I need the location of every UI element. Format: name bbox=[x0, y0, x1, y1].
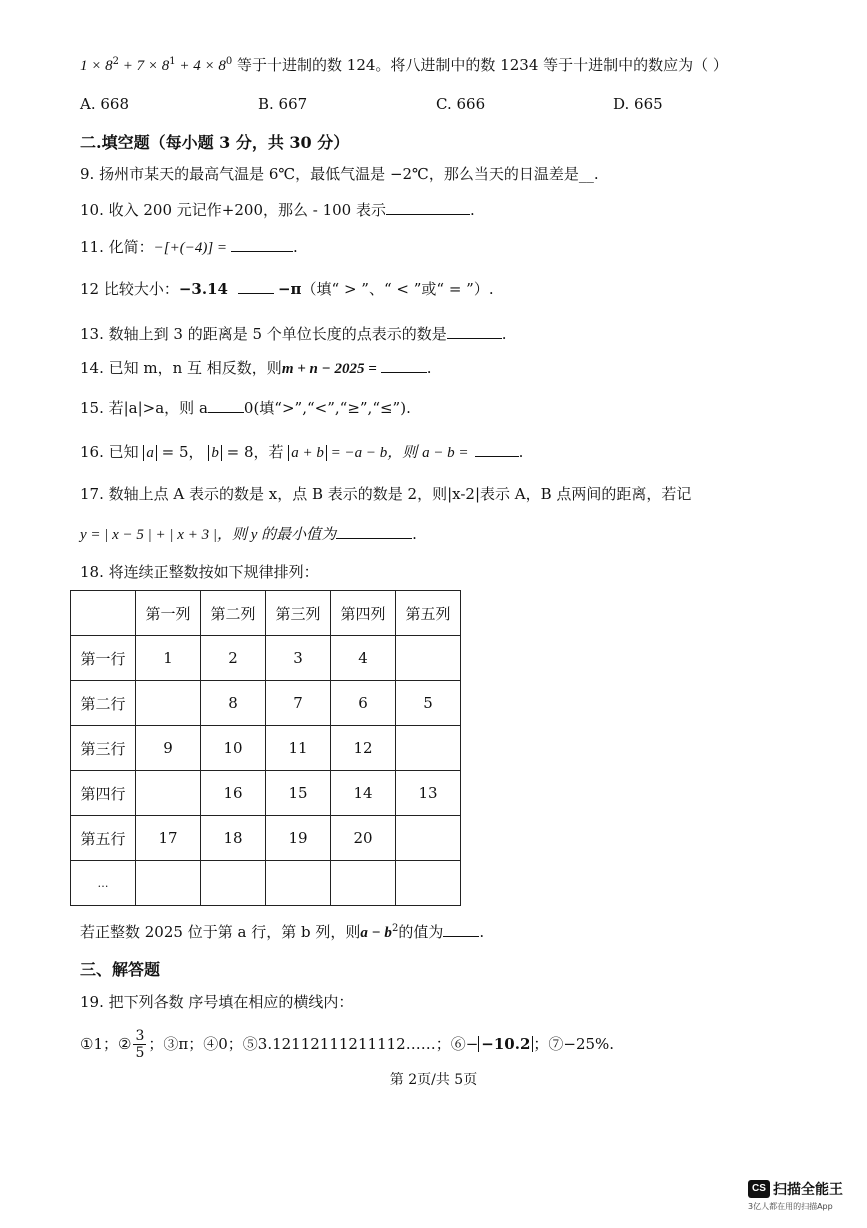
table-row bbox=[71, 681, 461, 726]
q19-item: ；③π；④0；⑤3.12112111211112……；⑥− bbox=[148, 1035, 479, 1053]
question-17-line-1: 17. 数轴上点 A 表示的数是 x，点 B 表示的数是 2，则|x-2|表示 A，B 点两间的距离，若记 bbox=[80, 485, 692, 503]
row-label: 第四行 bbox=[71, 771, 136, 816]
question-19-intro: 19. 把下列各数 序号填在相应的横线内： bbox=[80, 993, 354, 1011]
table-cell: 12 bbox=[331, 726, 396, 771]
table-cell bbox=[136, 861, 201, 906]
question-16 bbox=[80, 442, 523, 463]
table-cell: 6 bbox=[331, 681, 396, 726]
q16-value: = 5， bbox=[156, 443, 204, 461]
table-row bbox=[71, 771, 461, 816]
cs-logo-icon: CS bbox=[748, 1180, 770, 1198]
q12-label: 12 比较大小： bbox=[80, 280, 179, 298]
table-cell: 5 bbox=[396, 681, 461, 726]
watermark-subtitle: 3亿人都在用的扫描App bbox=[748, 1201, 833, 1211]
q19-item: ；⑦−25%. bbox=[533, 1035, 615, 1053]
q14-text: 14. 已知 m，n 互 相反数，则 bbox=[80, 359, 282, 377]
q18-end: . bbox=[479, 923, 485, 941]
table-cell bbox=[331, 861, 396, 906]
table-header-cell bbox=[71, 591, 136, 636]
question-19-items bbox=[80, 1024, 614, 1064]
table-cell: 3 bbox=[266, 636, 331, 681]
q12-instructions: （填“ > ”、“ < ”或“ = ”）. bbox=[301, 280, 494, 298]
abs-a-plus-b: a + b bbox=[288, 445, 327, 461]
q14-expression: m + n − 2025 = bbox=[281, 361, 377, 377]
q18-text: 若正整数 2025 位于第 a 行，第 b 列，则 bbox=[80, 923, 361, 941]
abs-b: b bbox=[208, 445, 222, 461]
row-label: 第五行 bbox=[71, 816, 136, 861]
table-cell: 20 bbox=[331, 816, 396, 861]
table-header-row bbox=[71, 591, 461, 636]
q8-exponent: 2 bbox=[112, 56, 119, 67]
q8-term: + 4 × 8 bbox=[175, 58, 226, 74]
q15-instructions: 0(填“>”,“<”,“≥”,“≤”). bbox=[243, 399, 411, 417]
fraction-numerator: 3 bbox=[135, 1027, 145, 1044]
section-3-title: 三、解答题 bbox=[80, 960, 161, 979]
question-8-text bbox=[80, 55, 728, 76]
q8-question: 等于十进制的数 124。将八进制中的数 1234 等于十进制中的数应为（ ） bbox=[232, 56, 728, 74]
table-cell bbox=[136, 681, 201, 726]
q13-end: . bbox=[501, 325, 507, 343]
q15-text: 15. 若|a|>a，则 a bbox=[80, 399, 208, 417]
option-d: D. 665 bbox=[613, 95, 663, 113]
answer-blank bbox=[386, 200, 470, 215]
row-label: 第三行 bbox=[71, 726, 136, 771]
table-cell bbox=[396, 726, 461, 771]
section-2-title: 二.填空题（每小题 3 分，共 30 分） bbox=[80, 133, 350, 152]
table-cell: 2 bbox=[201, 636, 266, 681]
watermark-name: 扫描全能王 bbox=[773, 1181, 843, 1198]
option-a: A. 668 bbox=[80, 95, 129, 113]
answer-blank bbox=[443, 922, 479, 937]
table-row bbox=[71, 636, 461, 681]
table-cell bbox=[396, 861, 461, 906]
question-11 bbox=[80, 237, 298, 258]
q18-tail: 的值为 bbox=[398, 923, 444, 941]
table-cell: 10 bbox=[201, 726, 266, 771]
question-13 bbox=[80, 324, 507, 344]
table-cell: 19 bbox=[266, 816, 331, 861]
q16-expression: a − b = bbox=[422, 445, 469, 461]
q11-expression: −[+(−4)] = bbox=[153, 240, 228, 256]
table-cell: 15 bbox=[266, 771, 331, 816]
table-cell: 18 bbox=[201, 816, 266, 861]
table-header-cell: 第三列 bbox=[266, 591, 331, 636]
table-header-cell: 第二列 bbox=[201, 591, 266, 636]
question-17-line-2 bbox=[80, 524, 417, 545]
q8-exponent: 1 bbox=[169, 56, 176, 67]
answer-blank bbox=[381, 358, 427, 373]
question-18-question bbox=[80, 922, 484, 943]
row-label: 第二行 bbox=[71, 681, 136, 726]
abs-value: −10.2 bbox=[478, 1036, 533, 1052]
q18-expression: a − b bbox=[360, 925, 392, 941]
answer-blank bbox=[447, 324, 502, 339]
q18-exponent: 2 bbox=[391, 923, 399, 934]
table-cell: 9 bbox=[136, 726, 201, 771]
q11-label: 11. 化简： bbox=[80, 238, 154, 256]
table-row bbox=[71, 726, 461, 771]
q12-value-a: −3.14 bbox=[178, 280, 228, 298]
table-cell bbox=[136, 771, 201, 816]
fraction-denominator: 5 bbox=[135, 1044, 145, 1061]
question-15 bbox=[80, 398, 411, 418]
answer-blank bbox=[336, 524, 412, 539]
table-cell: 13 bbox=[396, 771, 461, 816]
question-9: 9. 扬州市某天的最高气温是 6℃，最低气温是 −2℃，那么当天的日温差是__. bbox=[80, 165, 599, 183]
table-cell: 16 bbox=[201, 771, 266, 816]
table-row bbox=[71, 816, 461, 861]
table-cell: 7 bbox=[266, 681, 331, 726]
answer-blank bbox=[231, 237, 293, 252]
table-cell: 4 bbox=[331, 636, 396, 681]
table-header-cell: 第五列 bbox=[396, 591, 461, 636]
answer-blank bbox=[238, 279, 274, 294]
q16-label: 16. 已知 bbox=[80, 443, 139, 461]
q16-end: . bbox=[518, 443, 524, 461]
q14-end: . bbox=[426, 359, 432, 377]
q8-term: 1 × 8 bbox=[80, 58, 113, 74]
number-arrangement-table bbox=[70, 590, 461, 906]
q17-end: . bbox=[412, 525, 417, 543]
question-14 bbox=[80, 358, 432, 379]
q16-value: = 8，若 bbox=[221, 443, 284, 461]
q11-end: . bbox=[293, 238, 298, 256]
q13-text: 13. 数轴上到 3 的距离是 5 个单位长度的点表示的数是 bbox=[80, 325, 447, 343]
table-cell: 1 bbox=[136, 636, 201, 681]
q8-term: + 7 × 8 bbox=[119, 58, 170, 74]
answer-blank bbox=[475, 442, 519, 457]
table-cell: 8 bbox=[201, 681, 266, 726]
table-cell: 11 bbox=[266, 726, 331, 771]
table-cell bbox=[266, 861, 331, 906]
q16-condition: = −a − b，则 bbox=[326, 445, 418, 461]
table-header-cell: 第一列 bbox=[136, 591, 201, 636]
q19-item: ①1；② bbox=[80, 1035, 132, 1053]
q12-value-b: −π bbox=[277, 280, 302, 298]
q10-end: . bbox=[470, 201, 475, 219]
question-12 bbox=[80, 279, 494, 299]
table-cell bbox=[396, 816, 461, 861]
question-18-intro: 18. 将连续正整数按如下规律排列： bbox=[80, 563, 319, 581]
row-label: … bbox=[71, 861, 136, 906]
scanner-watermark bbox=[748, 1178, 858, 1212]
abs-a: a bbox=[143, 445, 157, 461]
question-10 bbox=[80, 200, 475, 220]
q17-expression: y = | x − 5 | + | x + 3 |，则 y 的最小值为 bbox=[80, 527, 337, 543]
table-header-cell: 第四列 bbox=[331, 591, 396, 636]
q10-text: 10. 收入 200 元记作+200，那么 - 100 表示 bbox=[80, 201, 386, 219]
page-footer: 第 2页/共 5页 bbox=[389, 1072, 478, 1088]
table-cell bbox=[201, 861, 266, 906]
table-cell: 17 bbox=[136, 816, 201, 861]
table-row bbox=[71, 861, 461, 906]
table-cell bbox=[396, 636, 461, 681]
fraction-three-fifths bbox=[133, 1028, 146, 1061]
q8-exponent: 0 bbox=[225, 56, 233, 67]
option-c: C. 666 bbox=[436, 95, 486, 113]
answer-blank bbox=[208, 398, 244, 413]
table-cell: 14 bbox=[331, 771, 396, 816]
option-b: B. 667 bbox=[258, 95, 308, 113]
row-label: 第一行 bbox=[71, 636, 136, 681]
